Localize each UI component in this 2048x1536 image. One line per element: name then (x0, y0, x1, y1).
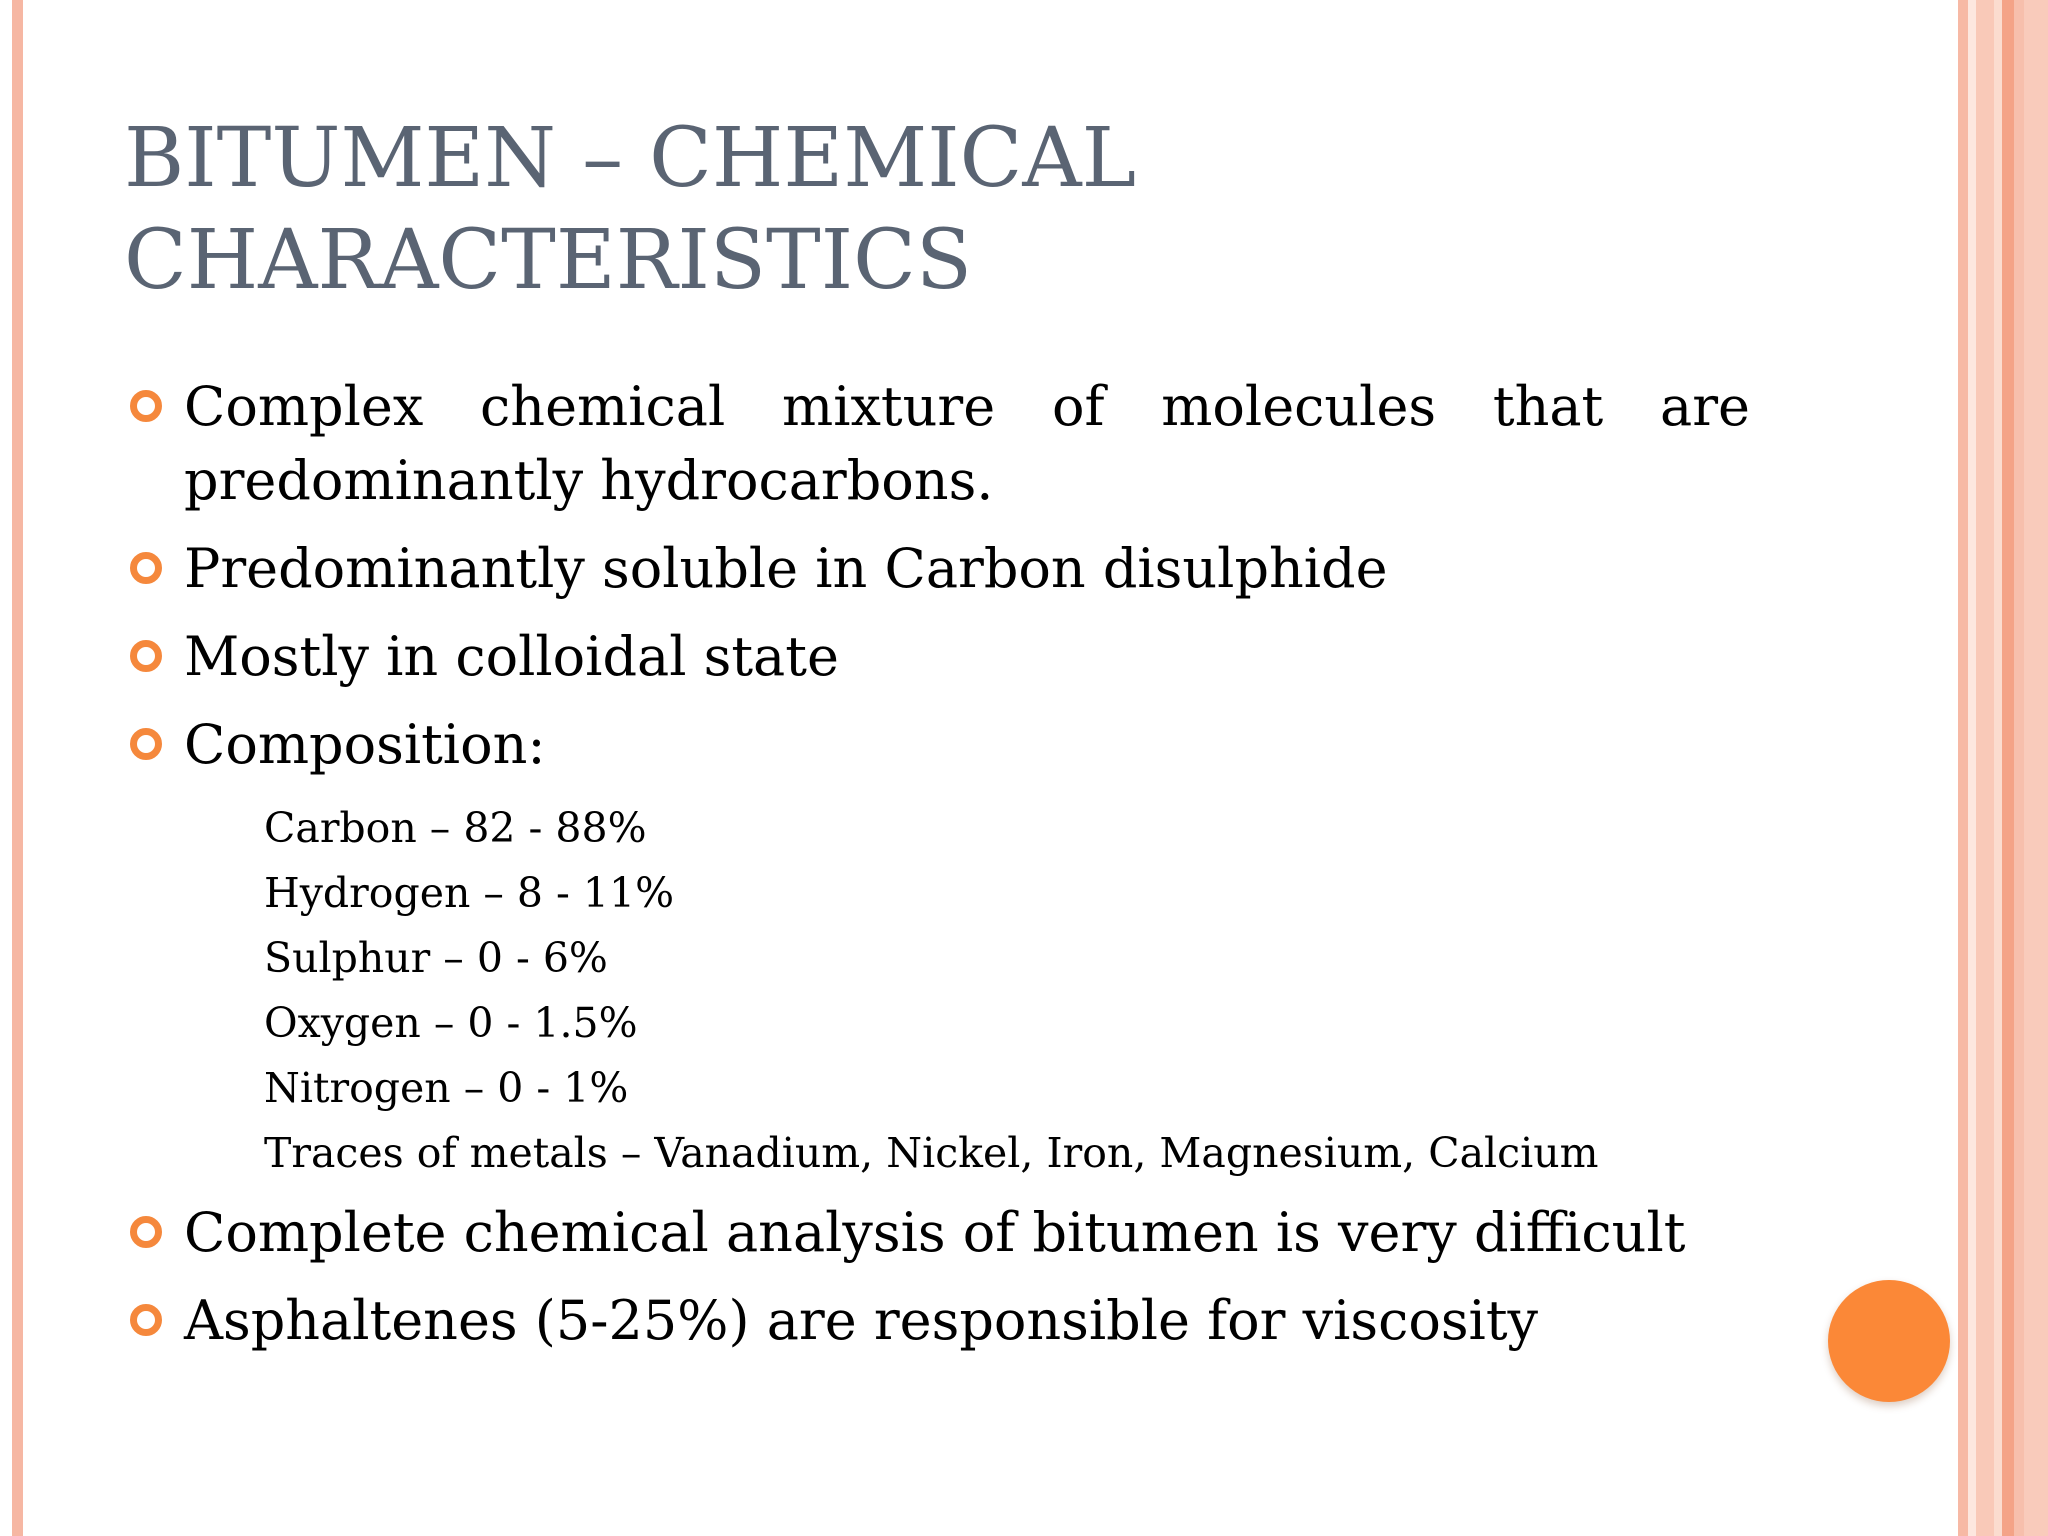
composition-item: Carbon – 82 - 88% (264, 804, 647, 852)
right-border-stripe (1958, 0, 1968, 1536)
composition-item: Oxygen – 0 - 1.5% (264, 999, 638, 1047)
ring-bullet-icon (130, 1304, 162, 1336)
composition-item: Traces of metals – Vanadium, Nickel, Iron, Magnesium, Calcium (264, 1129, 1599, 1177)
ring-bullet-icon (130, 390, 162, 422)
bullet-text: Complete chemical analysis of bitumen is very difficult (184, 1201, 1686, 1264)
bullet-text: Predominantly soluble in Carbon disulphide (184, 537, 1388, 600)
bullet-item (124, 1196, 1750, 1270)
bullet-text: Asphaltenes (5-25%) are responsible for viscosity (184, 1289, 1539, 1352)
right-border-stripe (2002, 0, 2014, 1536)
bullet-item (124, 1284, 1750, 1358)
composition-item: Hydrogen – 8 - 11% (264, 869, 675, 917)
title-line-1: BITUMEN – CHEMICAL (124, 111, 1137, 206)
ring-bullet-icon (130, 1216, 162, 1248)
composition-item: Sulphur – 0 - 6% (264, 934, 608, 982)
title-line-2: CHARACTERISTICS (124, 213, 973, 308)
bullet-item (124, 370, 1750, 518)
ring-bullet-icon (130, 728, 162, 760)
right-border-stripe (1976, 0, 1994, 1536)
circle-button[interactable] (1828, 1280, 1950, 1402)
slide-title (124, 108, 1824, 312)
ring-bullet-icon (130, 552, 162, 584)
right-border-stripe (2014, 0, 2024, 1536)
bullet-text: Complex chemical mixture of molecules that are predominantly hydrocarbons. (184, 375, 1750, 512)
bullet-item (124, 620, 1750, 694)
composition-list (264, 796, 1750, 1186)
right-border-stripe (1994, 0, 2002, 1536)
bullet-text: Mostly in colloidal state (184, 625, 839, 688)
bullet-item (124, 708, 1750, 782)
bullet-text: Composition: (184, 713, 546, 776)
left-border-stripe (12, 0, 23, 1536)
right-border-stripe (2024, 0, 2048, 1536)
bullet-item (124, 532, 1750, 606)
composition-item: Nitrogen – 0 - 1% (264, 1064, 629, 1112)
right-border-stripe (1968, 0, 1976, 1536)
slide-body (124, 370, 1750, 1372)
ring-bullet-icon (130, 640, 162, 672)
